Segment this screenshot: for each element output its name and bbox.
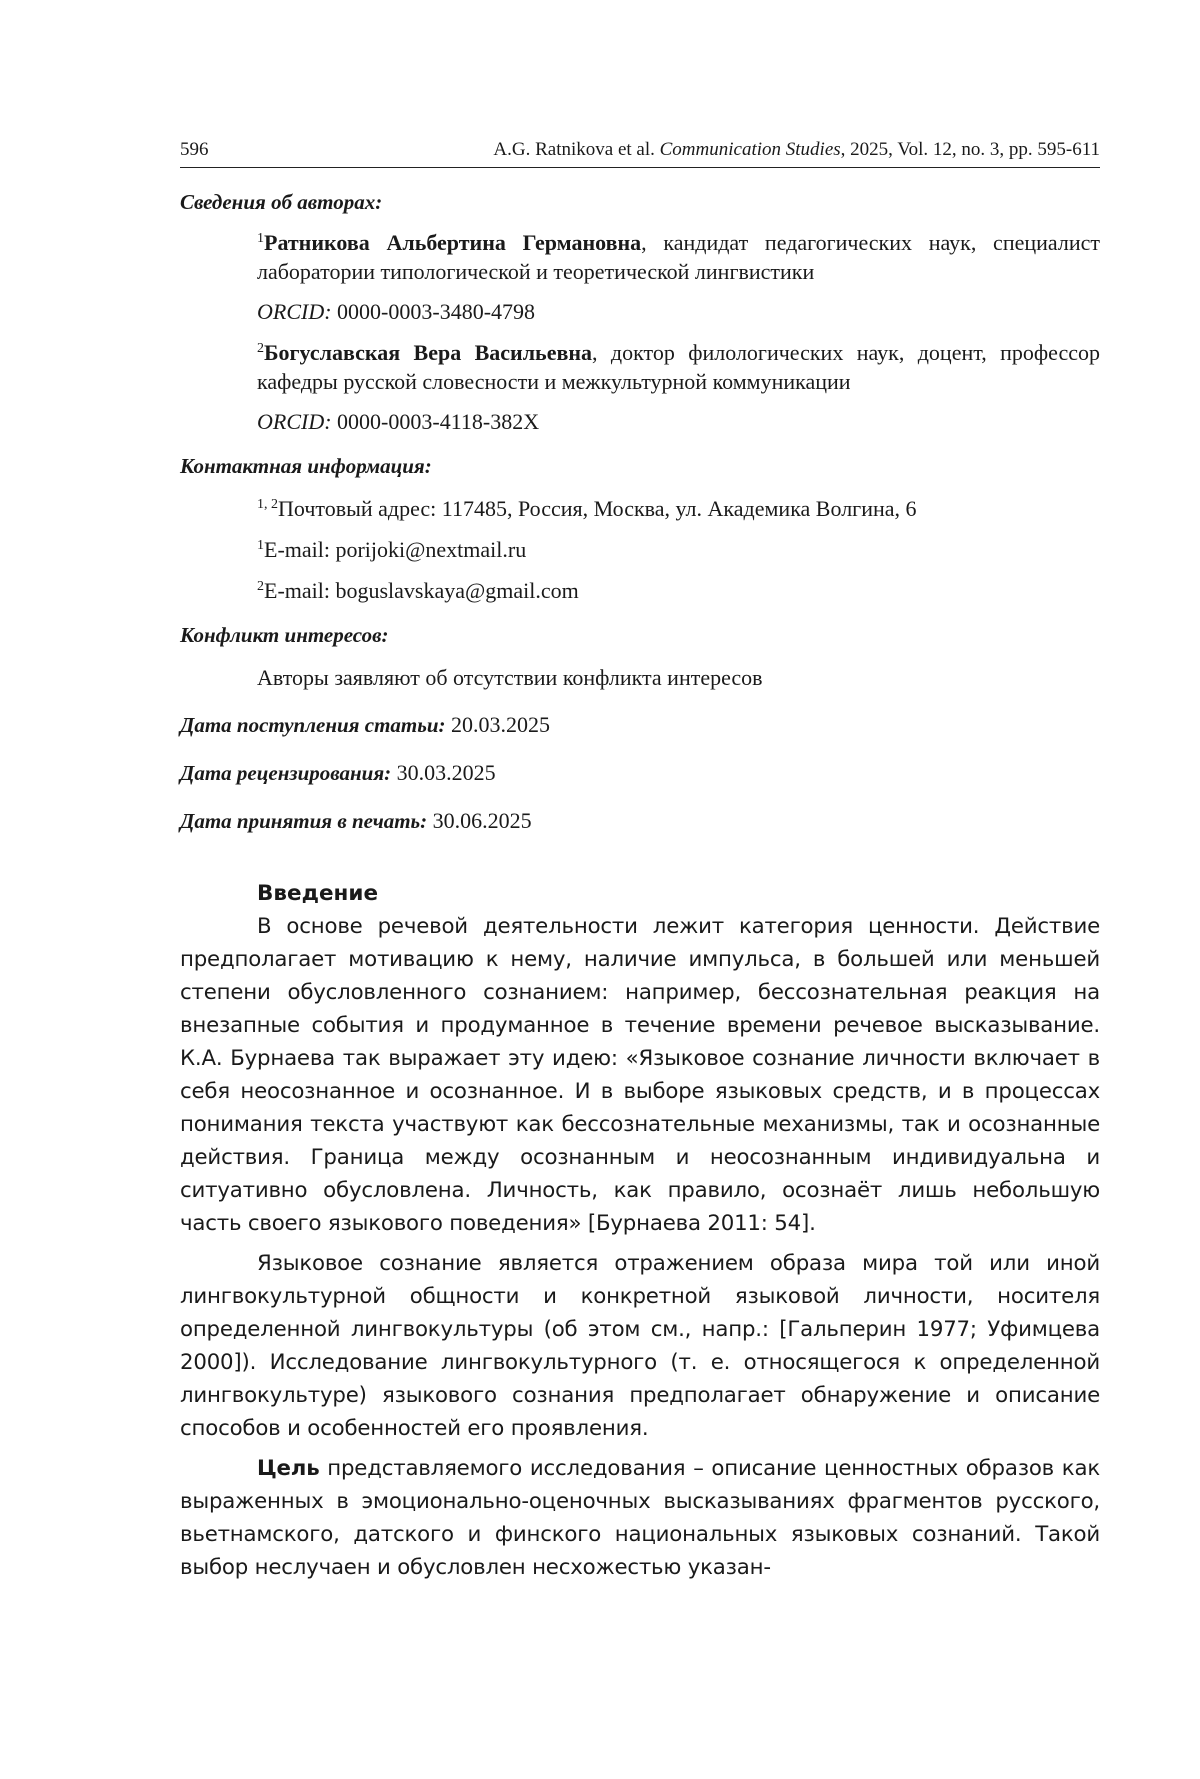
date-reviewed-value: 30.03.2025 [391, 760, 496, 785]
author-2-orcid-value: 0000-0003-4118-382X [331, 409, 540, 434]
author-1 [257, 228, 1100, 326]
running-head [180, 138, 1100, 168]
conflict-heading: Конфликт интересов: [180, 623, 389, 647]
date-accepted [180, 806, 1100, 836]
orcid-label: ORCID: [257, 409, 332, 434]
orcid-label: ORCID: [257, 299, 332, 324]
page-number: 596 [180, 139, 209, 160]
date-reviewed [180, 758, 1100, 788]
author-2-name: Богуславская Вера Васильевна [264, 340, 593, 365]
email-2 [257, 576, 1100, 605]
citation-suffix: , 2025, Vol. 12, no. 3, pp. 595-611 [840, 139, 1100, 160]
author-1-orcid [257, 297, 1100, 326]
email-1 [257, 535, 1100, 564]
introduction-heading: Введение [257, 881, 379, 906]
author-1-orcid-value: 0000-0003-3480-4798 [331, 299, 536, 324]
citation-prefix: A.G. Ratnikova et al. [493, 139, 660, 160]
paragraph-2: Языковое сознание является отражением образа мира той или иной лингвокультурной общности и конкретной языковой личности, носителя определенной лингвокультуры (об этом см., напр.: [Гальперин 1977; Уфимцева 2000]). Исследование лингвокультурного (т. е. относящегося к определенной лингвокультуре) языкового сознания предполагает обнаружение и описание способов и особенностей его проявления. [180, 1251, 1100, 1441]
date-accepted-value: 30.06.2025 [427, 808, 532, 833]
paragraph-1: В основе речевой деятельности лежит категория ценности. Действие предполагает мотивацию к нему, наличие импульса, в большей или меньшей степени обусловленного сознанием: например, бессознательная реакция на внезапные события и продуманное в течение времени речевое высказывание. К.А. Бурнаева так выражает эту идею: «Языковое сознание личности включает в себя неосознанное и осознанное. И в выборе языковых средств, и в процессах понимания текста участвуют как бессознательные механизмы, так и осознанные действия. Граница между осознанным и неосознанным индивидуальна и ситуативно обусловлена. Личность, как правило, осознаёт лишь небольшую часть своего языкового поведения» [Бурнаева 2011: 54]. [180, 914, 1100, 1236]
date-reviewed-label: Дата рецензирования: [180, 761, 392, 785]
date-received-label: Дата поступления статьи: [180, 713, 446, 737]
email-1-text: E-mail: porijoki@nextmail.ru [264, 537, 527, 562]
date-received [180, 710, 1100, 740]
email-2-text: E-mail: boguslavskaya@gmail.com [264, 578, 579, 603]
paragraph-3 [180, 1452, 1100, 1584]
authors-heading: Сведения об авторах: [180, 190, 383, 214]
journal-title: Communication Studies [659, 139, 841, 160]
postal-address [257, 494, 1100, 523]
author-2-orcid [257, 407, 1100, 436]
address-sup: 1, 2 [257, 497, 278, 512]
email-2-sup: 2 [257, 579, 264, 594]
contact-block [257, 494, 1100, 605]
contact-heading: Контактная информация: [180, 454, 432, 478]
introduction-body [180, 910, 1100, 1584]
author-1-name: Ратникова Альбертина Германовна [264, 230, 642, 255]
page [180, 138, 1100, 1584]
author-2 [257, 338, 1100, 436]
citation [493, 138, 1100, 162]
date-received-value: 20.03.2025 [445, 712, 551, 737]
email-1-sup: 1 [257, 538, 264, 553]
date-accepted-label: Дата принятия в печать: [180, 809, 428, 833]
author-1-sup: 1 [257, 231, 264, 246]
author-2-sup: 2 [257, 341, 264, 356]
address-text: Почтовый адрес: 117485, Россия, Москва, ул. Академика Волгина, 6 [278, 496, 917, 521]
paragraph-3-text: представляемого исследования – описание ценностных образов как выраженных в эмоционально-оценочных высказываниях фрагментов русского, вьетнамского, датского и финского национальных языковых сознаний. Такой выбор неслучаен и обусловлен несхожестью указан- [180, 1456, 1100, 1580]
goal-term: Цель [257, 1456, 320, 1481]
author-2-description: , доктор филологических наук, доцент, профессор кафедры русской словесности и межкультурной коммуникации [257, 340, 1100, 394]
conflict-text: Авторы заявляют об отсутствии конфликта интересов [257, 665, 763, 690]
author-1-description: , кандидат педагогических наук, специалист лаборатории типологической и теоретической лингвистики [257, 230, 1100, 284]
